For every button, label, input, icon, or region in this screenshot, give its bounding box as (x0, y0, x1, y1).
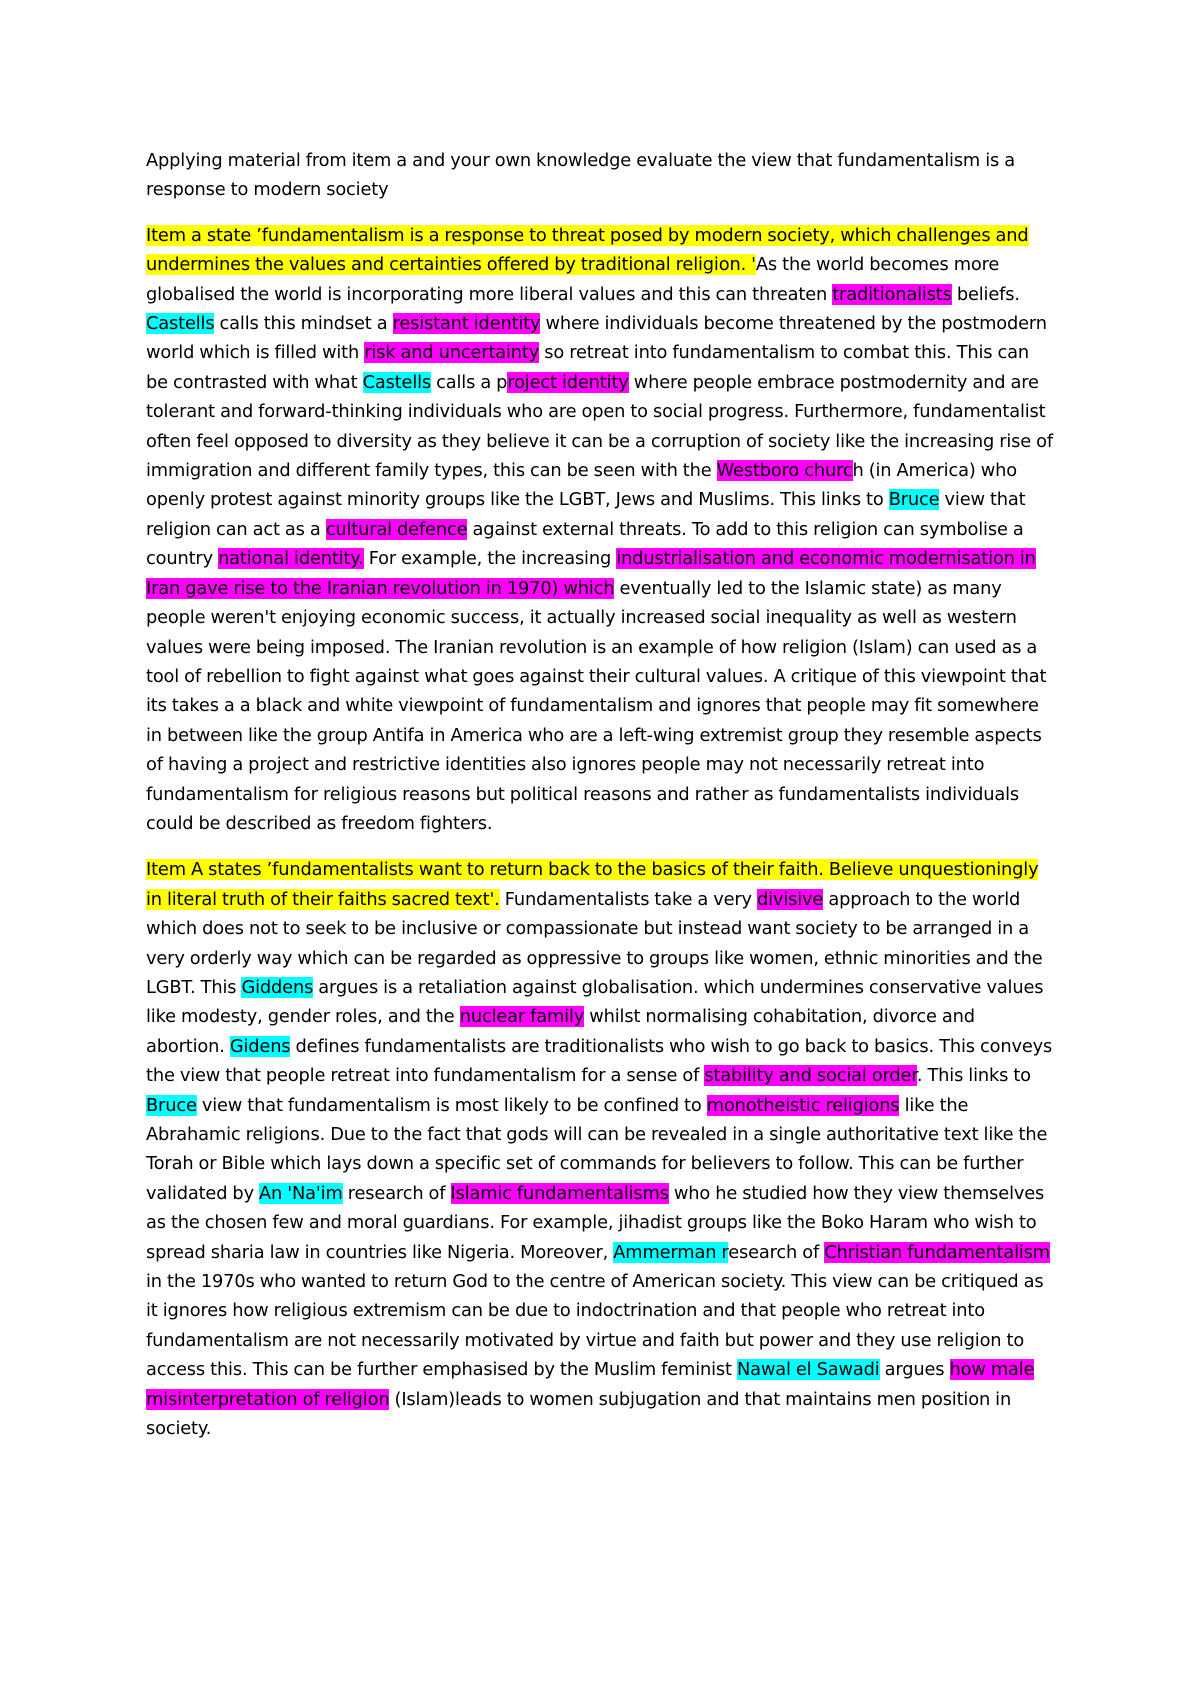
text-run: view that religion can act as a (146, 489, 1026, 540)
magenta-highlight-run: Islamic fundamentalisms (450, 1182, 669, 1204)
text-run: where individuals become threatened by the postmodern world which is filled with (146, 313, 1047, 364)
yellow-highlight-run: Item a state ’fundamentalism is a response to threat posed by modern society, which challenges and undermines the values and certainties offered by traditional religion. ' (146, 224, 1029, 276)
magenta-highlight-run: monotheistic religions (706, 1094, 900, 1116)
magenta-highlight-run: traditionalists (832, 283, 952, 305)
text-run: argues (879, 1359, 950, 1381)
text-run: calls this mindset a (214, 313, 393, 335)
text-run: view that fundamentalism is most likely to be confined to (196, 1094, 707, 1116)
magenta-highlight-run: industrialisation and economic modernisation in Iran gave rise to the Iranian revolution in 1970) which (146, 548, 1036, 599)
text-run: who he studied how they view themselves as the chosen few and moral guardians. For example, jihadist groups like the Boko Haram who wish to spread sharia law in countries like Nigeria. Moreover, (146, 1182, 1045, 1263)
cyan-highlight-run: An 'Na'im (259, 1182, 343, 1204)
text-run: so retreat into fundamentalism to combat this. This can be contrasted with what (146, 342, 1029, 393)
text-run: . This links to (916, 1065, 1031, 1087)
cyan-highlight-run: Castells (146, 313, 215, 335)
text-run: h (in America) who openly protest against minority groups like the LGBT, Jews and Muslims. This links to (146, 460, 1017, 511)
magenta-highlight-run: roject identity (507, 371, 629, 393)
text-run: calls a p (431, 371, 508, 393)
magenta-highlight-run: how male misinterpretation of religion (146, 1359, 1035, 1410)
cyan-highlight-run: Gidens (229, 1035, 291, 1057)
text-run: esearch of (728, 1241, 825, 1263)
text-run: As the world becomes more globalised the world is incorporating more liberal values and this can threaten (146, 254, 1000, 305)
magenta-highlight-run: Westboro churc (716, 460, 853, 482)
magenta-highlight-run: national identity. (218, 548, 364, 570)
text-run: in the 1970s who wanted to return God to the centre of American society. This view can be critiqued as it ignores how religious extremism can be due to indoctrination and that people who retreat into fundamentalism are not necessarily motivated by virtue and faith but power and they use religion to access this. This can be further emphasised by the Muslim feminist (146, 1271, 1044, 1381)
magenta-highlight-run: stability and social order (704, 1065, 917, 1087)
text-run: whilst normalising cohabitation, divorce and abortion. (146, 1006, 975, 1057)
text-run: against external threats. To add to this religion can symbolise a country (146, 518, 1024, 570)
text-run: beliefs. (951, 283, 1020, 305)
text-run: approach to the world which does not to seek to be inclusive or compassionate but instead want society to be arranged in a very orderly way which can be regarded as oppressive to groups like women, ethnic minorities and the LGBT. This (146, 888, 1043, 998)
magenta-highlight-run: Christian fundamentalism (824, 1241, 1050, 1263)
magenta-highlight-run: risk and uncertainty (364, 342, 540, 364)
text-run: research of (342, 1182, 451, 1204)
yellow-highlight-run: Item A states ’fundamentalists want to return back to the basics of their faith. Believe unquestioningly in literal truth of their faiths sacred text'. (146, 859, 1039, 910)
magenta-highlight-run: nuclear family (459, 1006, 585, 1028)
paragraph-1 (146, 221, 1054, 839)
text-run: argues is a retaliation against globalisation. which undermines conservative values like modesty, gender roles, and the (146, 976, 1044, 1028)
cyan-highlight-run: Giddens (241, 976, 314, 998)
magenta-highlight-run: cultural defence (325, 518, 468, 540)
text-run: Fundamentalists take a very (499, 888, 758, 910)
text-run: eventually led to the Islamic state) as many people weren't enjoying economic success, it actually increased social inequality as well as western values were being imposed. The Iranian revolution is an example of how religion (Islam) can used as a tool of rebellion to fight against what goes against their cultural values. A critique of this viewpoint that its takes a a black and white viewpoint of fundamentalism and ignores that people may fit somewhere in between like the group Antifa in America who are a left-wing extremist group they resemble aspects of having a project and restrictive identities also ignores people may not necessarily retreat into fundamentalism for religious reasons but political reasons and rather as fundamentalists individuals could be described as freedom fighters. (146, 577, 1047, 834)
text-run: defines fundamentalists are traditionalists who wish to go back to basics. This conveys the view that people retreat into fundamentalism for a sense of (146, 1035, 1053, 1087)
cyan-highlight-run: Nawal el Sawadi (736, 1359, 880, 1381)
text-run: (Islam)leads to women subjugation and that maintains men position in society. (146, 1388, 1012, 1440)
text-run: For example, the increasing (363, 548, 617, 570)
cyan-highlight-run: Bruce (146, 1094, 197, 1116)
cyan-highlight-run: Castells (362, 371, 432, 393)
magenta-highlight-run: divisive (757, 888, 824, 910)
text-run: where people embrace postmodernity and are tolerant and forward-thinking individuals who are open to social progress. Furthermore, fundamentalist often feel opposed to diversity as they believe it can be a corruption of society like the increasing rise of immigration and different family types, this can be seen with the (146, 371, 1054, 482)
cyan-highlight-run: Bruce (888, 489, 940, 511)
text-run: like the Abrahamic religions. Due to the fact that gods will can be revealed in a single authoritative text like the Torah or Bible which lays down a specific set of commands for believers to follow. This can be further validated by (146, 1094, 1048, 1204)
magenta-highlight-run: resistant identity (392, 313, 541, 335)
paragraph-2 (146, 855, 1054, 1443)
essay-question: Applying material from item a and your own knowledge evaluate the view that fundamentalism is a response to modern society (146, 150, 1015, 201)
cyan-highlight-run: Ammerman r (613, 1241, 729, 1263)
